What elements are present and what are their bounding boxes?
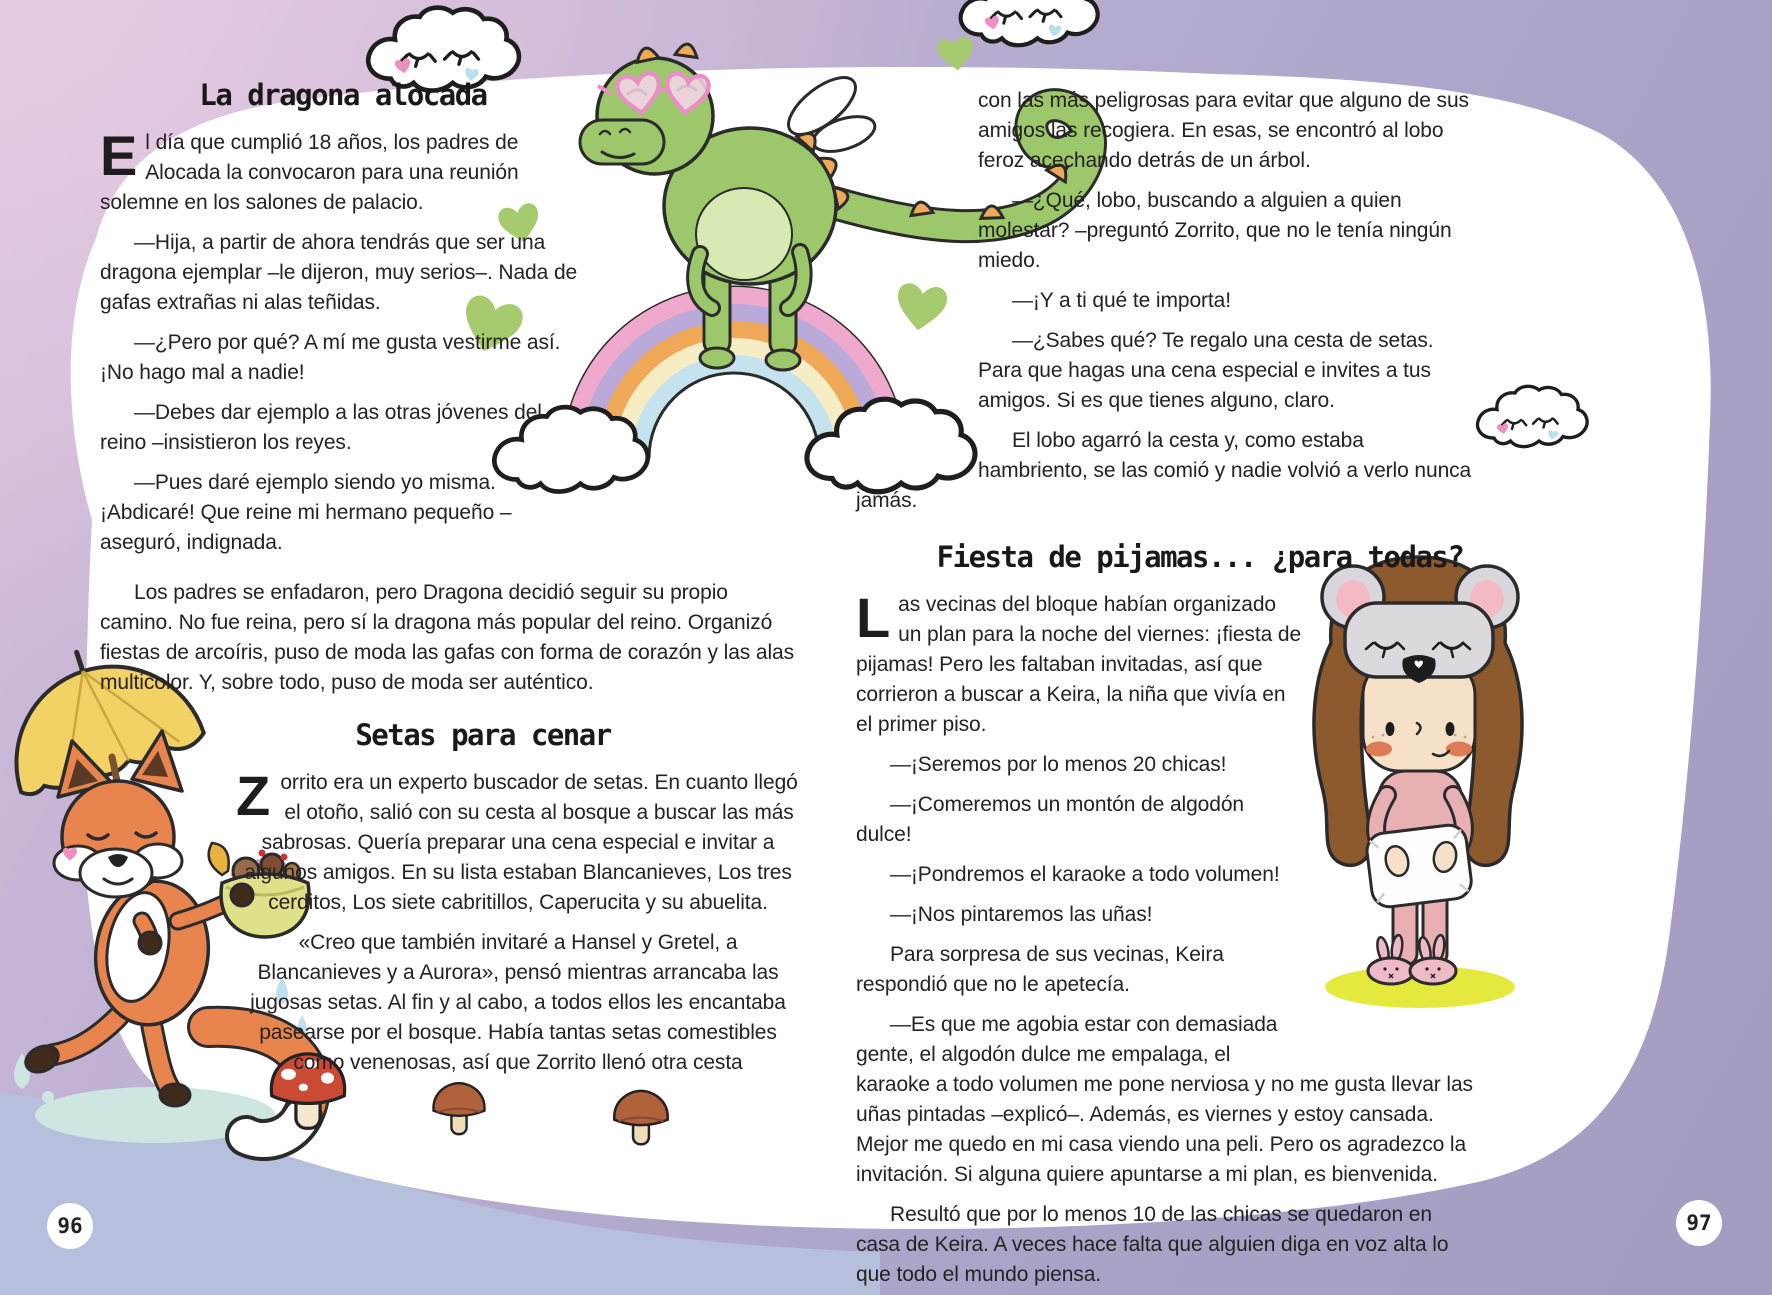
paragraph: —¡Pondremos el karaoke a todo volumen! [890,863,1280,886]
paragraph-text: l día que cumplió 18 años, los padres de Alocada la convocaron para una reunión solemne en los salones de palacio. [100,131,519,214]
paragraph [856,586,1474,740]
paragraph: —Debes dar ejemplo a las otras jóvenes del reino –insistieron los reyes. [100,401,542,454]
paragraph: —¡Nos pintaremos las uñas! [890,903,1153,926]
paragraph: —Hija, a partir de ahora tendrás que ser una dragona ejemplar –le dijeron, muy serios–. Nada de gafas extrañas ni alas teñidas. [100,231,578,314]
paragraph [100,764,800,918]
paragraph: —¡Comeremos un montón de algodón dulce! [856,793,1244,846]
paragraph: —¿Qué, lobo, buscando a alguien a quien molestar? –preguntó Zorrito, que no le tenía ningún miedo. [978,189,1452,272]
paragraph: con las más peligrosas para evitar que alguno de sus amigos las recogiera. En esas, se encontró al lobo feroz acechando detrás de un árbol. [978,89,1469,172]
paragraph: —¿Pero por qué? A mí me gusta vestirme así. ¡No hago mal a nadie! [100,331,561,384]
story-title-setas: Setas para cenar [355,718,611,752]
page-number-left: 96 [47,1203,93,1249]
paragraph-text: as vecinas del bloque habían organizado un plan para la noche del viernes: ¡fiesta de pijamas! Pero les faltaban invitadas, así que corrieron a buscar a Keira, la niña que vivía en el primer piso. [856,593,1302,736]
page-number-right: 97 [1676,1200,1722,1246]
left-page-column [100,78,800,1168]
paragraph: El lobo agarró la cesta y, como estaba hambriento, se las comió y nadie volvió a verlo nunca jamás. [856,429,1472,512]
paragraph: «Creo que también invitaré a Hansel y Gretel, a Blancanieves y a Aurora», pensó mientras arrancaba las jugosas setas. Al fin y al cabo, a todos ellos les encantaba pasearse por el bosque. Había tantas setas comestibles como venenosas, así que Zorrito llenó otra cesta [250,931,786,1074]
paragraph: Para sorpresa de sus vecinas, Keira respondió que no le apetecía. [856,943,1224,996]
paragraph: —¡Y a ti qué te importa! [1012,289,1231,312]
drop-cap: L [856,586,891,649]
sleepy-cloud-icon [1473,385,1593,455]
right-page-column [856,86,1474,1295]
paragraph: —Es que me agobia estar con demasiada gente, el algodón dulce me empalaga, el karaoke a todo volumen me pone nerviosa y no me gusta llevar las uñas pintadas –explicó–. Además, es viernes y estoy cansada. Mejor me quedo en mi casa viendo una peli. Pero os agradezco la invitación. Si alguna quiere apuntarse a mi plan, es bienvenida. [856,1013,1473,1186]
story-title-fiesta: Fiesta de pijamas... ¿para todas? [936,540,1464,574]
paragraph: Los padres se enfadaron, pero Dragona decidió seguir su propio camino. No fue reina, pero sí la dragona más popular del reino. Organizó fiestas de arcoíris, puso de moda las gafas con forma de corazón y las alas multicolor. Y, sobre todo, puso de moda ser auténtico. [100,581,795,694]
paragraph: Resultó que por lo menos 10 de las chicas se quedaron en casa de Keira. A veces hace falta que alguien diga en voz alta lo que todo el mundo piensa. [856,1203,1449,1286]
paragraph: —¿Sabes qué? Te regalo una cesta de setas. Para que hagas una cena especial e invites a tus amigos. Si es que tienes alguno, claro. [978,329,1434,412]
paragraph: —Pues daré ejemplo siendo yo misma. ¡Abdicaré! Que reine mi hermano pequeño –aseguró, indignada. [100,471,512,554]
drop-cap: E [100,124,138,187]
story-setas-section [100,718,800,1078]
paragraph: —¡Seremos por lo menos 20 chicas! [890,753,1227,776]
paragraph [100,124,800,218]
drop-cap: Z [236,764,271,827]
paragraph-text: orrito era un experto buscador de setas. En cuanto llegó el otoño, salió con su cesta al bosque a buscar las más sabrosas. Quería preparar una cena especial e invitar a algunos amigos. En su lista estaban Blancanieves, Los tres cerditos, Los siete cabritillos, Caperucita y su abuelita. [244,771,798,914]
story-title-dragona: La dragona alocada [199,78,487,112]
